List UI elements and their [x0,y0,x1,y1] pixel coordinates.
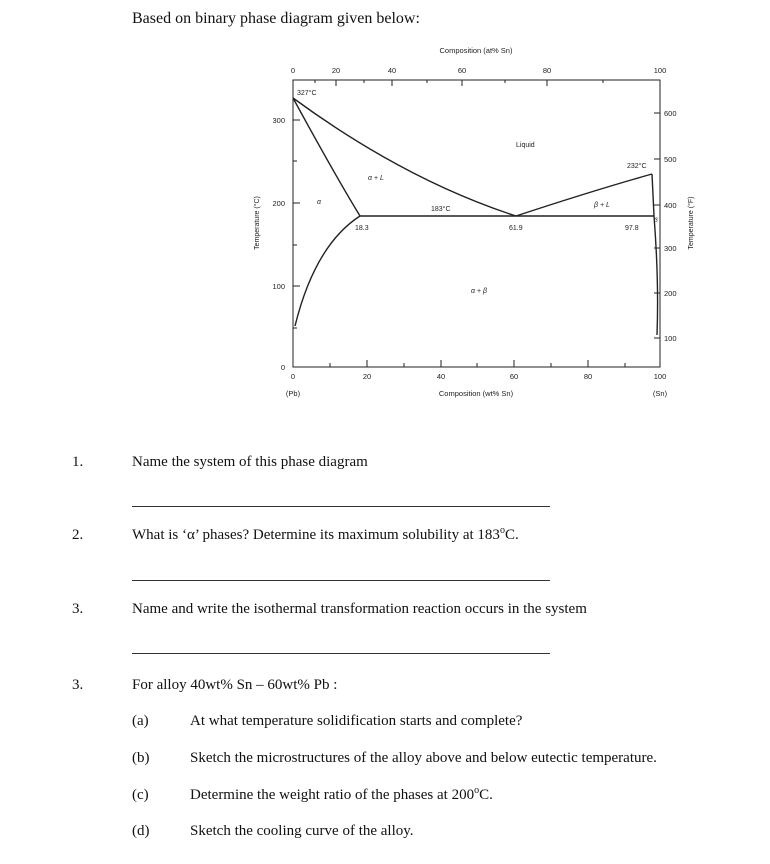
pb-melt-label: 327°C [297,90,317,97]
question-2-number: 2. [72,527,84,543]
right-tick-300: 300 [664,244,677,253]
subquestion-c-degree: o [474,785,480,796]
bottom-tick-100: 100 [653,372,667,381]
sn-melt-label: 232°C [627,163,647,170]
subquestion-d-text: Sketch the cooling curve of the alloy. [190,823,414,839]
beta-limit-label: 97.8 [625,225,639,232]
solvus-right [654,216,658,335]
top-tick-0: 0 [290,66,296,75]
bottom-tick-40: 40 [436,372,446,381]
intro-text: Based on binary phase diagram given below: [132,10,420,27]
subquestion-c-label: (c) [132,787,149,803]
question-3-text: Name and write the isothermal transformation reaction occurs in the system [132,601,587,617]
bottom-tick-0: 0 [290,372,296,381]
answer-line-2 [132,580,550,581]
question-1-text: Name the system of this phase diagram [132,454,368,470]
bottom-right-element: (Sn) [652,389,668,398]
top-ticks [293,80,603,86]
subquestion-d-label: (d) [132,823,150,839]
right-tick-100: 100 [664,334,677,343]
solidus-left [293,98,360,216]
right-tick-400: 400 [664,201,677,210]
beta-label: β [654,217,658,224]
bottom-tick-80: 80 [583,372,593,381]
question-3-number: 3. [72,601,84,617]
eutectic-comp-label: 61.9 [509,225,523,232]
subquestion-c [190,787,493,804]
right-axis-title: Temperature (°F) [688,196,695,250]
bottom-tick-20: 20 [362,372,372,381]
alpha-l-label: α + L [368,175,384,182]
beta-l-label: β + L [594,202,610,209]
alpha-limit-label: 18.3 [355,225,369,232]
right-tick-500: 500 [664,155,677,164]
subquestion-a-label: (a) [132,713,149,729]
right-tick-600: 600 [664,109,677,118]
subquestion-b-text: Sketch the microstructures of the alloy above and below eutectic temperature. [190,750,657,766]
bottom-ticks [293,360,625,367]
phase-diagram [245,40,705,415]
solvus-left [295,216,360,326]
alpha-beta-label: α + β [471,288,487,295]
left-tick-0: 0 [280,363,285,372]
top-axis-title: Composition (at% Sn) [439,46,513,55]
left-axis-title: Temperature (°C) [254,196,261,250]
question-2-degree: o [499,525,505,536]
subquestion-c-text: Determine the weight ratio of the phases at 200 [190,787,475,803]
left-tick-100: 100 [272,282,285,291]
answer-line-3 [132,653,550,654]
question-2-unit: C. [504,527,519,543]
bottom-left-element: (Pb) [285,389,301,398]
top-tick-40: 40 [387,66,397,75]
question-1-number: 1. [72,454,84,470]
question-4-number: 3. [72,677,84,693]
liquidus-right [516,174,652,216]
top-tick-60: 60 [457,66,467,75]
right-tick-200: 200 [664,289,677,298]
top-tick-20: 20 [331,66,341,75]
solidus-right [652,174,654,216]
subquestion-c-unit: C. [479,787,493,803]
plot-frame [293,80,660,367]
bottom-axis-title: Composition (wt% Sn) [438,389,514,398]
answer-line-1 [132,506,550,507]
question-2 [132,527,519,544]
alpha-label: α [317,199,321,206]
question-4-text: For alloy 40wt% Sn – 60wt% Pb : [132,677,338,693]
left-tick-200: 200 [272,199,285,208]
subquestion-b-label: (b) [132,750,150,766]
question-2-text: What is ‘α’ phases? Determine its maximum solubility at 183 [132,527,500,543]
left-ticks [293,120,300,328]
subquestion-a-text: At what temperature solidification starts and complete? [190,713,523,729]
liquid-label: Liquid [516,142,535,149]
top-tick-100: 100 [653,66,667,75]
eutectic-temp-label: 183°C [431,206,451,213]
bottom-tick-60: 60 [509,372,519,381]
left-tick-300: 300 [272,116,285,125]
top-tick-80: 80 [542,66,552,75]
